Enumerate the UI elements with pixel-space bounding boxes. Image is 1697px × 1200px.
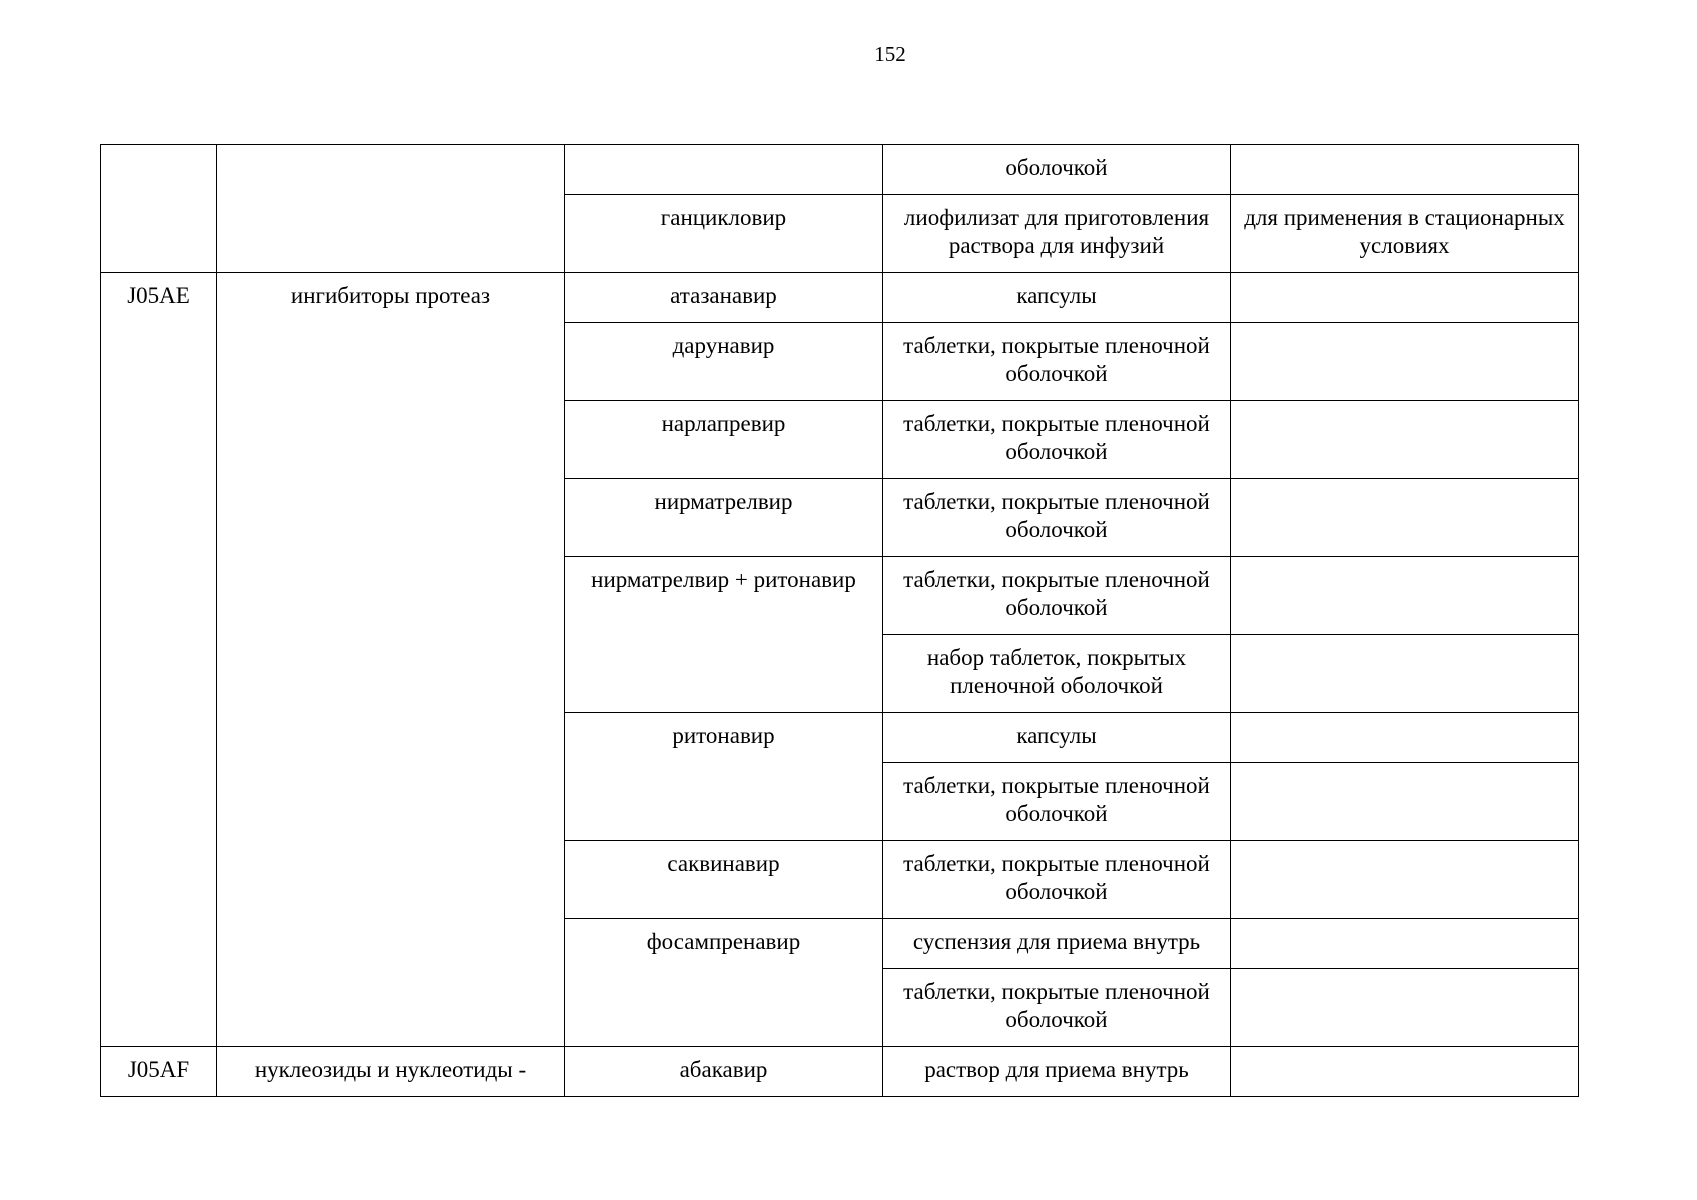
note-cell	[1231, 323, 1579, 401]
note-cell	[1231, 763, 1579, 841]
note-cell	[1231, 841, 1579, 919]
dosage-form-cell: набор таблеток, покрытых пленочной оболочкой	[883, 635, 1231, 713]
group-name-cell: нуклеозиды и нуклеотиды -	[217, 1047, 565, 1097]
note-cell	[1231, 273, 1579, 323]
drug-name-cell: нарлапревир	[565, 401, 883, 479]
note-cell	[1231, 713, 1579, 763]
note-cell	[1231, 635, 1579, 713]
page-number: 152	[874, 42, 906, 66]
dosage-form-cell: таблетки, покрытые пленочной оболочкой	[883, 479, 1231, 557]
dosage-form-cell: таблетки, покрытые пленочной оболочкой	[883, 841, 1231, 919]
drug-name-cell: нирматрелвир	[565, 479, 883, 557]
drug-name-cell: ганцикловир	[565, 195, 883, 273]
drug-name-cell: атазанавир	[565, 273, 883, 323]
drug-name-cell: фосампренавир	[565, 919, 883, 1047]
drug-name-cell: дарунавир	[565, 323, 883, 401]
dosage-form-cell: таблетки, покрытые пленочной оболочкой	[883, 969, 1231, 1047]
note-cell	[1231, 919, 1579, 969]
atc-code-cell	[101, 145, 217, 273]
note-cell	[1231, 479, 1579, 557]
table-row	[101, 145, 1579, 195]
drug-table	[100, 144, 1579, 1097]
dosage-form-cell: суспензия для приема внутрь	[883, 919, 1231, 969]
drug-name-cell: нирматрелвир + ритонавир	[565, 557, 883, 713]
drug-name-cell: саквинавир	[565, 841, 883, 919]
drug-name-cell	[565, 145, 883, 195]
dosage-form-cell: лиофилизат для приготовления раствора для инфузий	[883, 195, 1231, 273]
note-cell	[1231, 557, 1579, 635]
atc-code-cell: J05AF	[101, 1047, 217, 1097]
table-row	[101, 1047, 1579, 1097]
note-cell	[1231, 145, 1579, 195]
atc-code-cell: J05AE	[101, 273, 217, 1047]
note-cell: для применения в стационарных условиях	[1231, 195, 1579, 273]
dosage-form-cell: раствор для приема внутрь	[883, 1047, 1231, 1097]
table-row	[101, 273, 1579, 323]
dosage-form-cell: капсулы	[883, 273, 1231, 323]
drug-name-cell: абакавир	[565, 1047, 883, 1097]
note-cell	[1231, 401, 1579, 479]
drug-name-cell: ритонавир	[565, 713, 883, 841]
dosage-form-cell: оболочкой	[883, 145, 1231, 195]
dosage-form-cell: капсулы	[883, 713, 1231, 763]
note-cell	[1231, 969, 1579, 1047]
dosage-form-cell: таблетки, покрытые пленочной оболочкой	[883, 323, 1231, 401]
group-name-cell: ингибиторы протеаз	[217, 273, 565, 1047]
group-name-cell	[217, 145, 565, 273]
dosage-form-cell: таблетки, покрытые пленочной оболочкой	[883, 401, 1231, 479]
dosage-form-cell: таблетки, покрытые пленочной оболочкой	[883, 763, 1231, 841]
dosage-form-cell: таблетки, покрытые пленочной оболочкой	[883, 557, 1231, 635]
note-cell	[1231, 1047, 1579, 1097]
